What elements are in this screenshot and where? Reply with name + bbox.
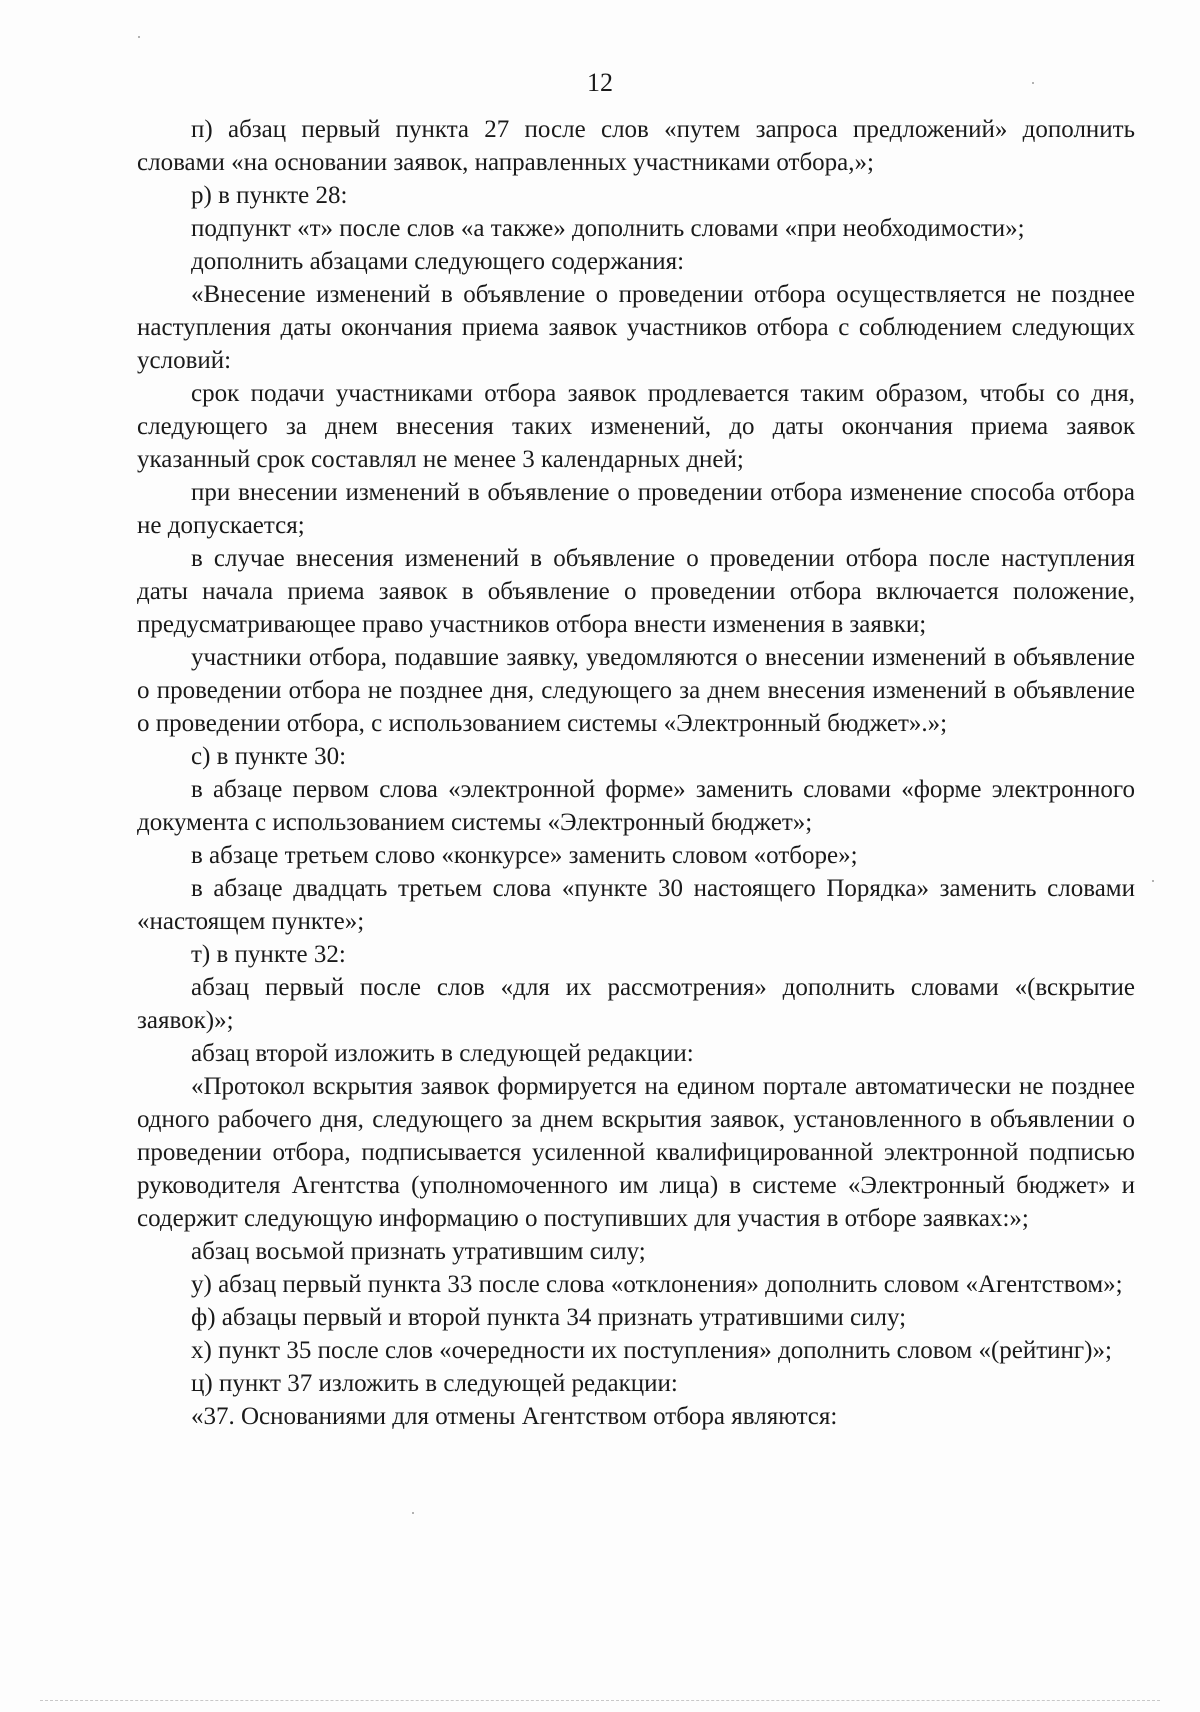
paragraph: в абзаце первом слова «электронной форме» заменить словами «форме электронного документа с использованием системы «Электронный бюджет»; [137,776,1135,836]
paragraph: «Протокол вскрытия заявок формируется на едином портале автоматически не позднее одного рабочего дня, следующего за днем вскрытия заявок, установленного в объявлении о проведении отбора, подписывается усиленной квалифицированной электронной подписью руководителя Агентства (уполномоченного им лица) в системе «Электронный бюджет» и содержит следующую информацию о поступивших для участия в отборе заявках:»; [137,1073,1135,1232]
scan-edge-line [40,1700,1160,1701]
paragraph: р) в пункте 28: [191,182,348,209]
paragraph: в абзаце двадцать третьем слова «пункте 30 настоящего Порядка» заменить словами «настоящем пункте»; [137,875,1135,935]
paragraph: абзац второй изложить в следующей редакции: [191,1040,694,1067]
paragraph: ц) пункт 37 изложить в следующей редакции: [191,1370,678,1397]
paragraph: при внесении изменений в объявление о проведении отбора изменение способа отбора не допускается; [137,479,1135,539]
paragraph: абзац восьмой признать утратившим силу; [191,1238,646,1265]
scan-speck [138,36,140,38]
page-number: 12 [587,68,613,97]
paragraph: х) пункт 35 после слов «очередности их поступления» дополнить словом «(рейтинг)»; [191,1337,1112,1364]
scan-speck [412,1512,414,1514]
paragraph: в абзаце третьем слово «конкурсе» заменить словом «отборе»; [191,842,858,869]
paragraph: срок подачи участниками отбора заявок продлевается таким образом, чтобы со дня, следующего за днем внесения таких изменений, до даты окончания приема заявок указанный срок составлял не менее 3 календарных дней; [137,380,1135,473]
paragraph: т) в пункте 32: [191,941,346,968]
paragraph: в случае внесения изменений в объявление о проведении отбора после наступления даты начала приема заявок в объявление о проведении отбора включается положение, предусматривающее право участников отбора внести изменения в заявки; [137,545,1135,638]
paragraph: «Внесение изменений в объявление о проведении отбора осуществляется не позднее наступления даты окончания приема заявок участников отбора с соблюдением следующих условий: [137,281,1135,374]
scan-speck [1152,880,1154,882]
paragraph: у) абзац первый пункта 33 после слова «отклонения» дополнить словом «Агентством»; [191,1271,1123,1298]
paragraph: дополнить абзацами следующего содержания: [191,248,685,275]
paragraph: ф) абзацы первый и второй пункта 34 признать утратившими силу; [191,1304,907,1331]
paragraph: абзац первый после слов «для их рассмотрения» дополнить словами «(вскрытие заявок)»; [137,974,1135,1034]
paragraph: п) абзац первый пункта 27 после слов «путем запроса предложений» дополнить словами «на основании заявок, направленных участниками отбора,»; [137,116,1135,176]
paragraph: участники отбора, подавшие заявку, уведомляются о внесении изменений в объявление о проведении отбора не позднее дня, следующего за днем внесения изменений в объявление о проведении отбора, с использованием системы «Электронный бюджет».»; [137,644,1135,737]
document-body [137,113,1135,1433]
paragraph: подпункт «т» после слов «а также» дополнить словами «при необходимости»; [191,215,1025,242]
paragraph: с) в пункте 30: [191,743,347,770]
scan-speck [1032,82,1034,84]
paragraph: «37. Основаниями для отмены Агентством отбора являются: [191,1403,838,1430]
